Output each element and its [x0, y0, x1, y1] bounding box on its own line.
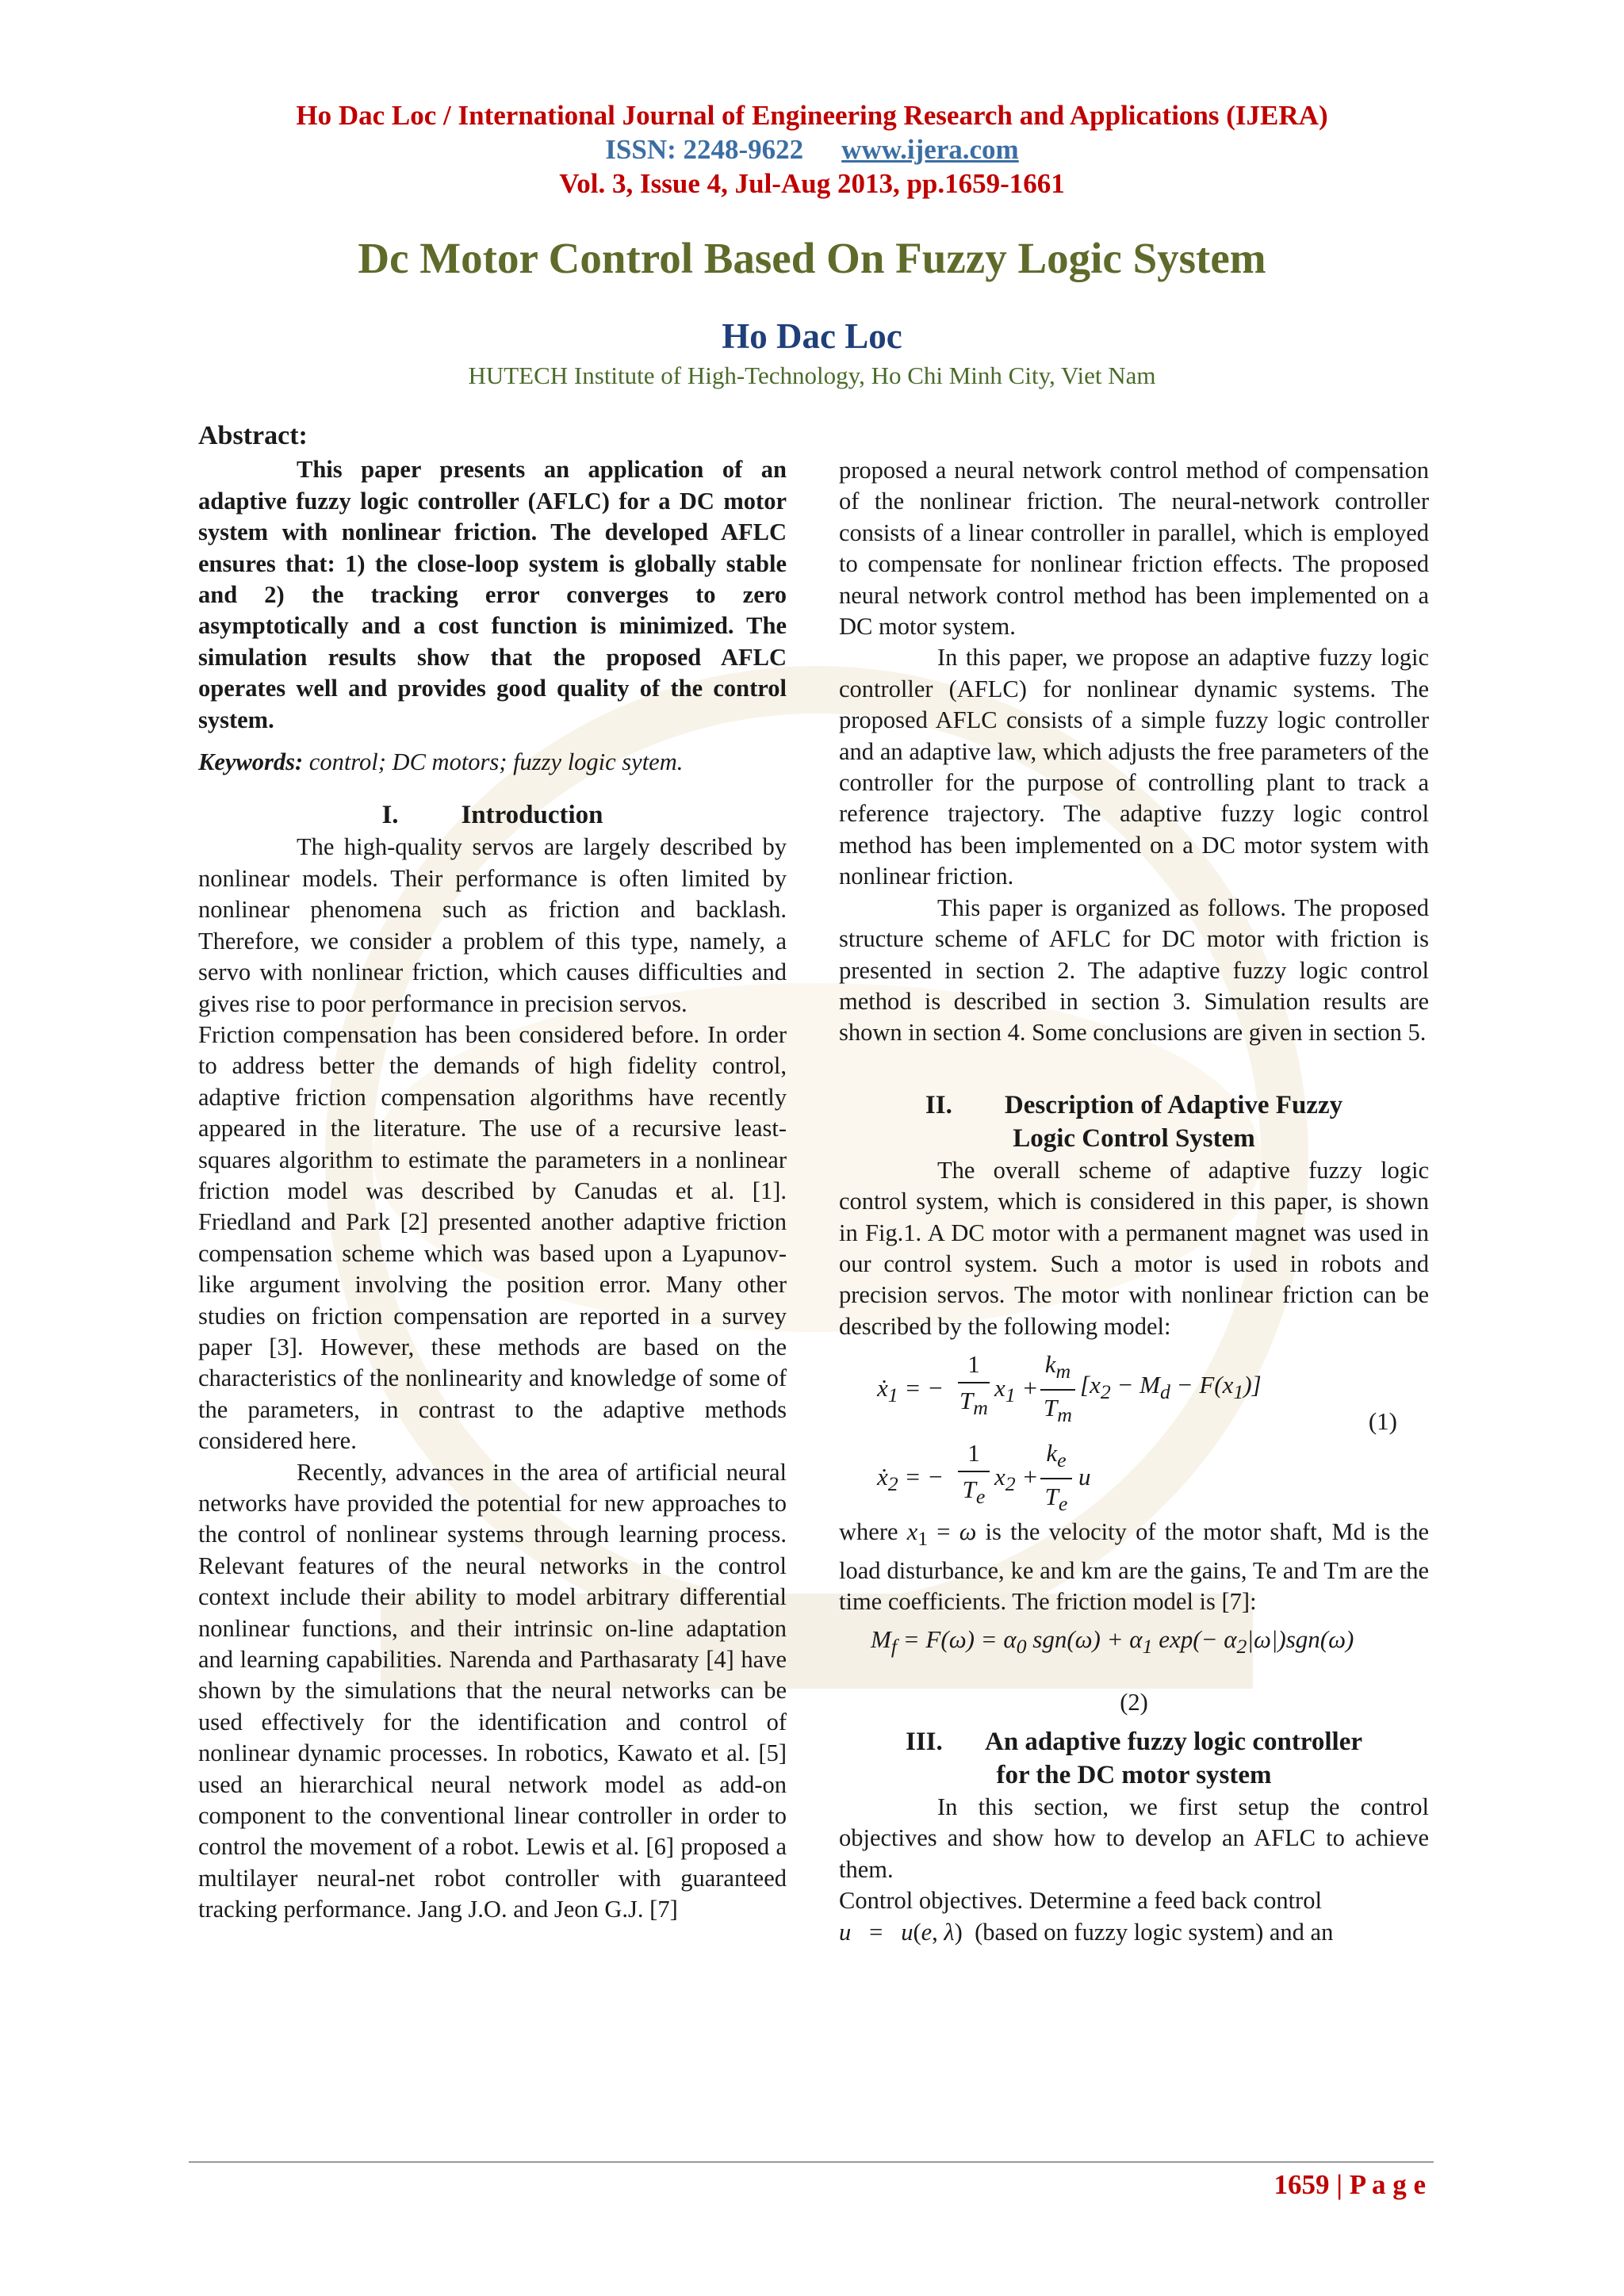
equation-2-number: (2) — [1120, 1689, 1148, 1716]
issn-line — [0, 132, 1624, 166]
section-3-paragraph-3: u = u(e, λ) (based on fuzzy logic system) and an — [839, 1918, 1334, 1946]
volume-line: Vol. 3, Issue 4, Jul-Aug 2013, pp.1659-1661 — [559, 168, 1065, 199]
right-column — [839, 455, 1429, 1948]
journal-website-link[interactable]: www.ijera.com — [841, 134, 1019, 165]
section-2-where-text: where $x_1 = \omega$ is the velocity of the motor shaft, Md is the load disturbance, ke and km are the gains, Te and Tm are the time coefficients. The friction model is [7]: — [839, 1518, 1430, 1616]
page-number: 1659 | P a g e — [1274, 2169, 1426, 2200]
section-3-paragraph-2: Control objectives. Determine a feed back control — [839, 1887, 1322, 1915]
section-2-paragraph-1: The overall scheme of adaptive fuzzy logic control system, which is considered in this paper, is shown in Fig.1. A DC motor with a permanent magnet was used in our control system. Such a motor is used in robots and precision servos. The motor with nonlinear friction can be described by the following model: — [839, 1156, 1429, 1340]
keywords-label: Keywords: — [198, 748, 304, 776]
where-label: where — [839, 1518, 898, 1546]
section-3-heading — [839, 1725, 1429, 1792]
abstract-heading: Abstract: — [198, 421, 308, 450]
journal-header — [0, 98, 1624, 201]
section-3-number: III. — [906, 1727, 943, 1756]
section-2-title-line-2: Logic Control System — [1013, 1123, 1255, 1153]
intro-paragraph-3: Recently, advances in the area of artificial neural networks have provided the potential for new approaches to the control of nonlinear systems through learning process. Relevant features of the neural networks in the control context include their ability to model arbitrary differential nonlinear functions, and their intrinsic on-line adaptation and learning capabilities. Narenda and Parthasaraty [4] have shown by the simulations that the neural networks can be used effectively for the identification and control of nonlinear dynamic processes. In robotics, Kawato et al. [5] used an hierarchical neural network model as add-on component to the conventional linear controller in order to control the movement of a robot. Lewis et al. [6] proposed a multilayer neural-net robot controller with guaranteed tracking performance. Jang J.O. and Jeon G.J. [7] — [198, 1458, 787, 1923]
right-paragraph-3: This paper is organized as follows. The proposed structure scheme of AFLC for DC motor with friction is presented in section 2. The adaptive fuzzy logic control method is described in section 3. Simulation results are shown in section 4. Some conclusions are given in section 5. — [839, 894, 1429, 1047]
section-2-heading — [839, 1089, 1429, 1155]
equation-1: ẋ$_1$ = − 1 $T_m$ $x_1$ + $k_m$ $T_m$ $[x_2 - M_d - F(x_1)]$ (1) ẋ$_2$ = − 1 $T_e$ $x_2$ + $k_e$ $T_e$ u — [877, 1350, 1397, 1515]
equation-2: $M_f = F(\omega) = \alpha_0$ $sgn(\omega) + \alpha_1$ $\exp(- \alpha_2|\omega|)sgn(\omega)$ — [871, 1625, 1354, 1659]
paper-title: Dc Motor Control Based On Fuzzy Logic System — [358, 234, 1266, 282]
section-3-title-line-1: An adaptive fuzzy logic controller — [985, 1727, 1362, 1756]
author-name: Ho Dac Loc — [722, 316, 902, 356]
journal-citation-line: Ho Dac Loc / International Journal of Engineering Research and Applications (IJERA) — [296, 100, 1328, 131]
section-2-number: II. — [925, 1090, 952, 1119]
equation-1-number: (1) — [1368, 1407, 1397, 1436]
right-paragraph-1: proposed a neural network control method of compensation of the nonlinear friction. The neural-network controller consists of a linear controller in parallel, which is employed to compensate for nonlinear friction effects. The proposed neural network control method has been implemented on a DC motor system. — [839, 457, 1429, 641]
issn: ISSN: 2248-9622 — [605, 134, 804, 165]
section-1-title: Introduction — [461, 801, 603, 830]
footer-rule — [189, 2161, 1434, 2163]
author-affiliation: HUTECH Institute of High-Technology, Ho Chi Minh City, Viet Nam — [468, 362, 1156, 389]
section-3-title-line-2: for the DC motor system — [996, 1760, 1272, 1789]
section-1-number: I. — [381, 801, 399, 830]
left-column — [198, 420, 787, 1926]
intro-paragraph-1: The high-quality servos are largely described by nonlinear models. Their performance is often limited by nonlinear phenomena such as friction and backlash. Therefore, we consider a problem of this type, namely, a servo with nonlinear friction, which causes difficulties and gives rise to poor performance in precision servos. — [198, 833, 787, 1017]
section-3-paragraph-1: In this section, we first setup the control objectives and show how to develop an AFLC to achieve them. — [839, 1793, 1429, 1883]
keywords-text: control; DC motors; fuzzy logic sytem. — [308, 748, 684, 776]
keywords — [198, 747, 787, 778]
section-2-title-line-1: Description of Adaptive Fuzzy — [1004, 1090, 1343, 1119]
abstract-body: This paper presents an application of an adaptive fuzzy logic controller (AFLC) for a DC motor system with nonlinear friction. The developed AFLC ensures that: 1) the close-loop system is globally stable and 2) the tracking error converges to zero asymptotically and a cost function is minimized. The simulation results show that the proposed AFLC operates well and provides good quality of the control system. — [198, 456, 787, 733]
intro-paragraph-2: Friction compensation has been considered before. In order to address better the demands of high fidelity control, adaptive friction compensation algorithms have recently appeared in the literature. The use of a recursive least-squares algorithm to estimate the parameters in a nonlinear friction model was described by Canudas et al. [1]. Friedland and Park [2] presented another adaptive friction compensation scheme which was based upon a Lyapunov-like argument involving the position error. Many other studies on friction compensation are reported in a survey paper [3]. However, these methods are based on the characteristics of the nonlinearity and knowledge of some of the parameters, in contrast to the adaptive methods considered here. — [198, 1020, 787, 1455]
section-1-heading — [198, 798, 787, 832]
right-paragraph-2: In this paper, we propose an adaptive fuzzy logic controller (AFLC) for nonlinear dynamic systems. The proposed AFLC consists of a simple fuzzy logic controller and an adaptive law, which adjusts the free parameters of the controller for the purpose of controlling plant to track a reference trajectory. The adaptive fuzzy logic control method has been implemented on a DC motor system with nonlinear friction. — [839, 644, 1429, 890]
